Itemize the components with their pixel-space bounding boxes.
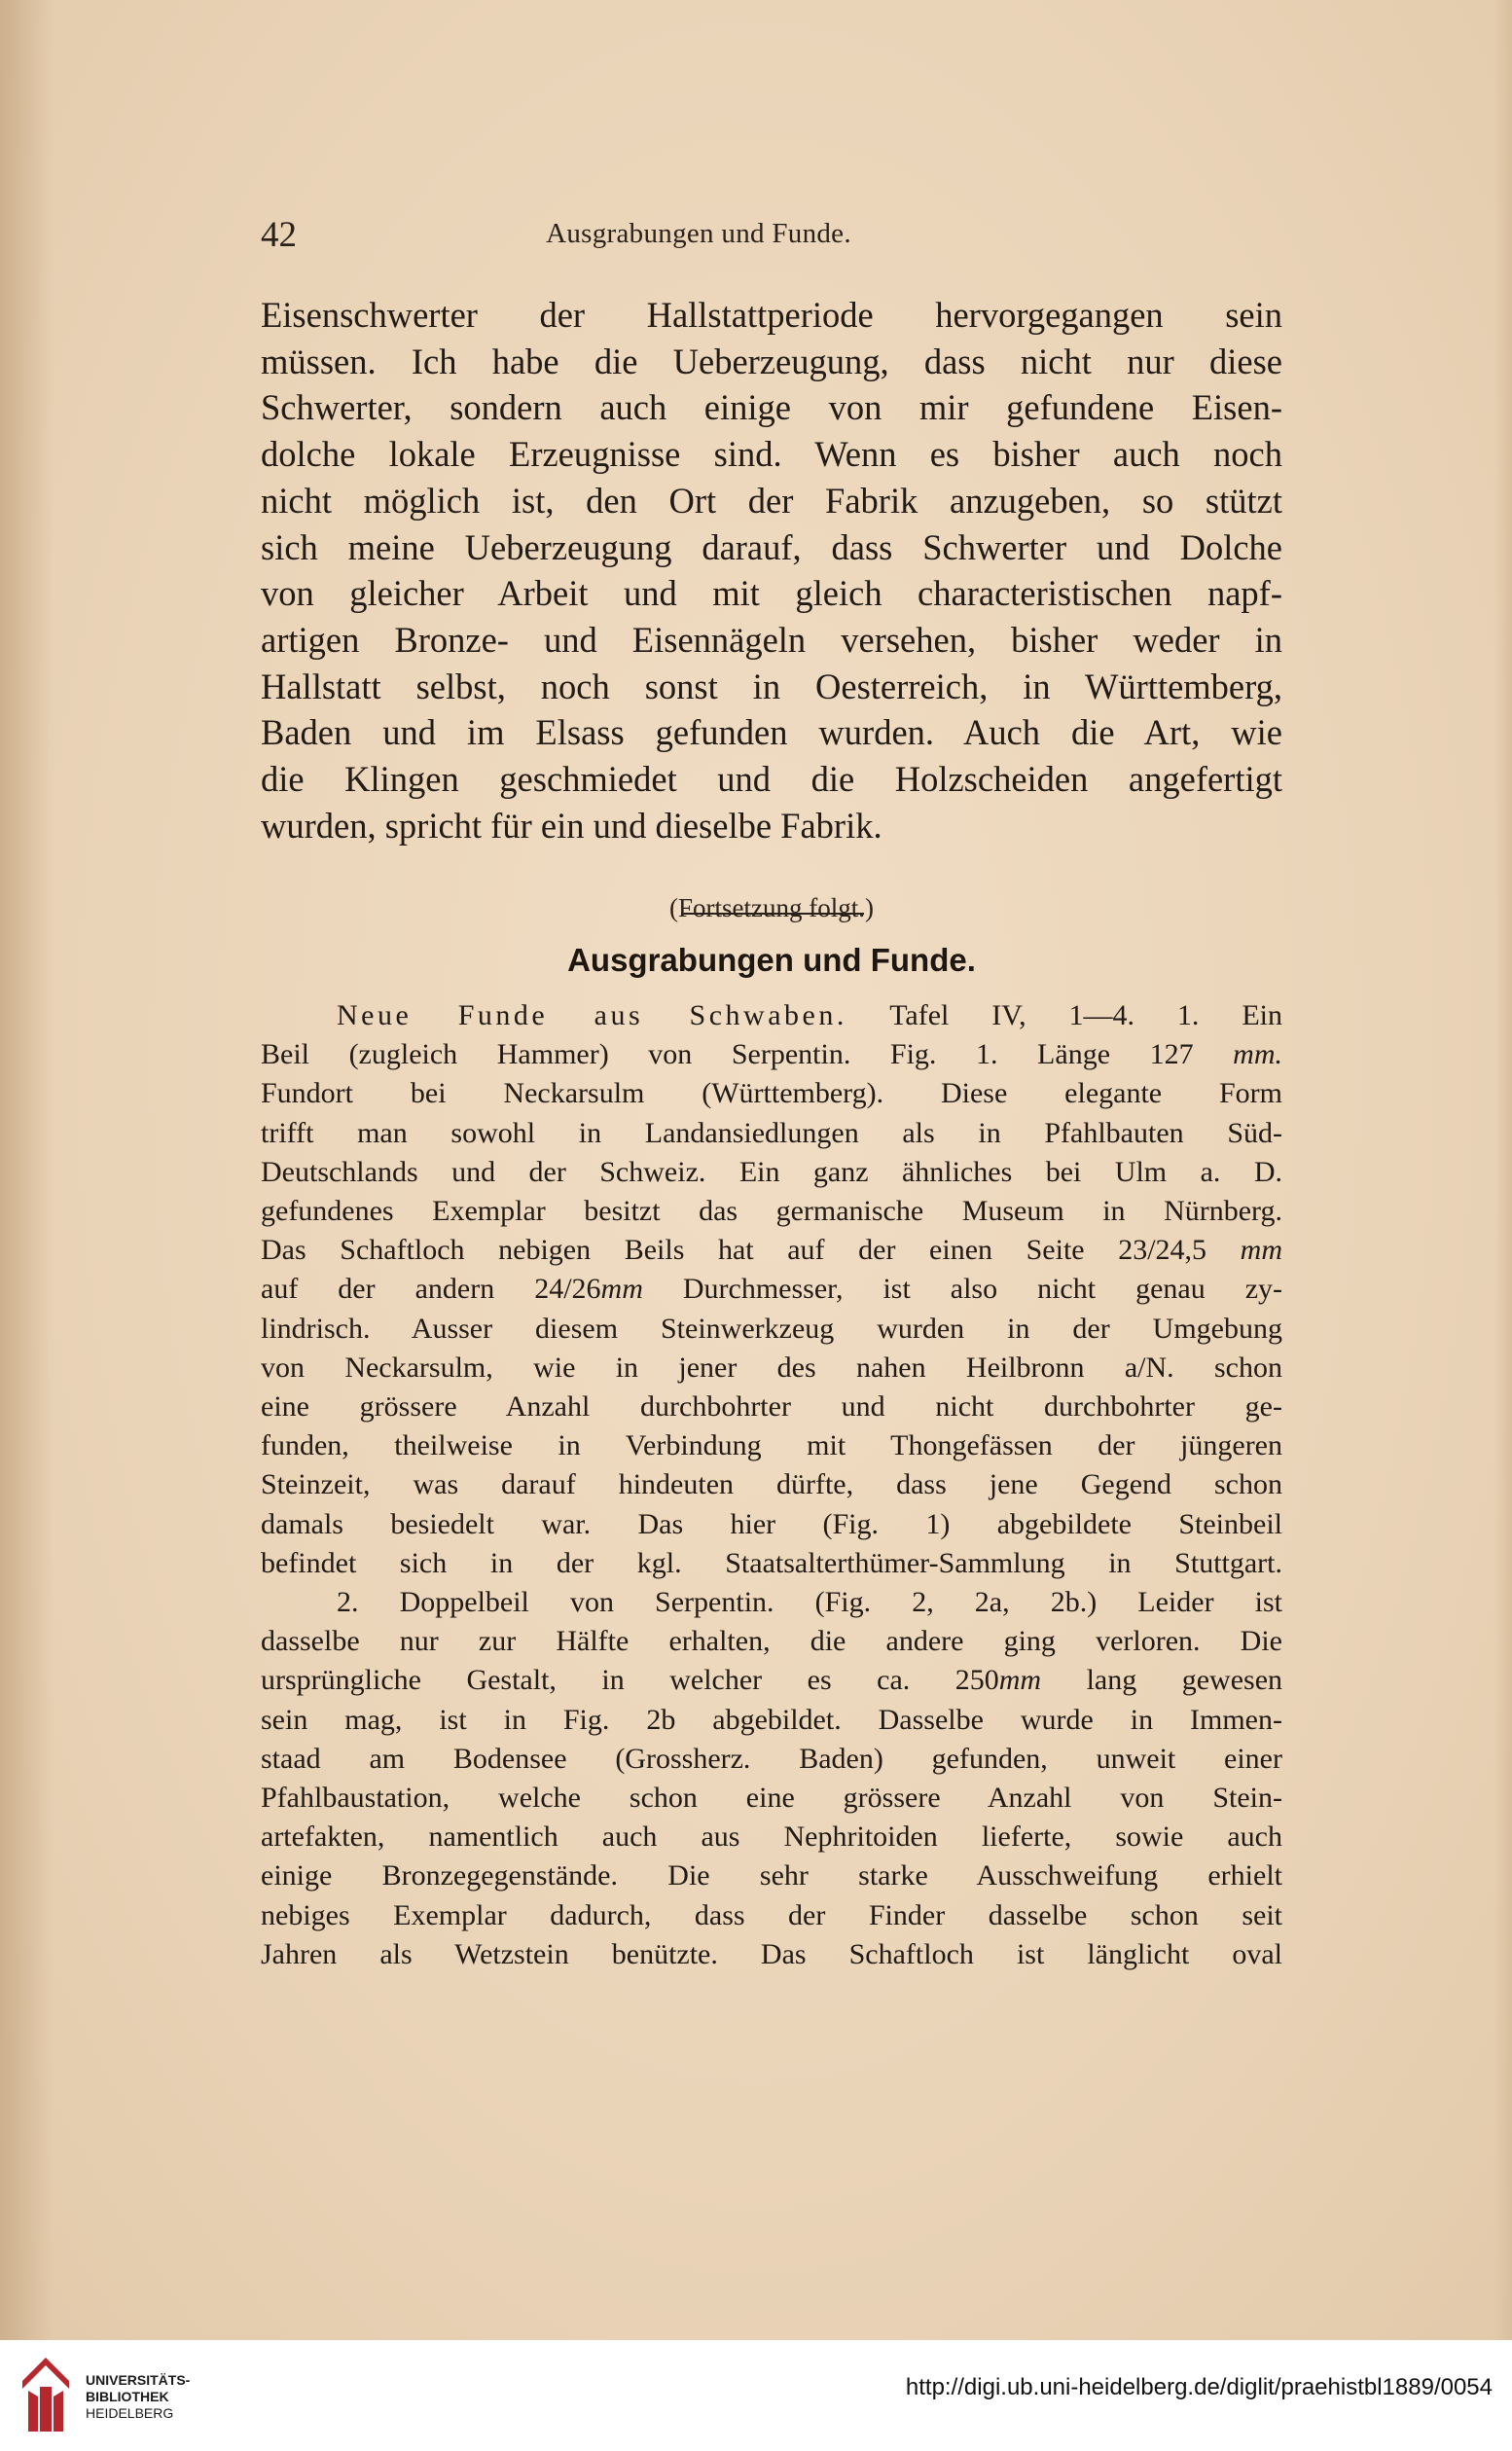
library-name-line: UNIVERSITÄTS- (86, 2372, 191, 2388)
text-line: Deutschlands und der Schweiz. Ein ganz ähnliches bei Ulm a. D. (261, 1155, 1282, 1188)
text-line: Jahren als Wetzstein benützte. Das Schaftloch ist länglicht oval (261, 1937, 1282, 1970)
text-run: Beil (zugleich Hammer) von Serpentin. Fig. 1. Länge 127 (261, 1038, 1194, 1071)
text-line: wurden, spricht für ein und dieselbe Fabrik. (261, 805, 882, 846)
text-run: lang gewesen (1041, 1664, 1283, 1697)
section-body-text (261, 996, 1282, 1974)
text-run: auf der andern 24/26 (261, 1273, 601, 1306)
text-line (261, 1661, 1282, 1700)
text-line (261, 996, 1282, 1035)
text-line: Steinzeit, was darauf hindeuten dürfte, dass jene Gegend schon (261, 1468, 1282, 1501)
text-line: Fundort bei Neckarsulm (Württemberg). Diese elegante Form (261, 1077, 1282, 1110)
text-line: staad am Bodensee (Grossherz. Baden) gefunden, unweit einer (261, 1742, 1282, 1775)
text-line: Baden und im Elsass gefunden wurden. Auch die Art, wie (261, 712, 1282, 753)
text-line: sein mag, ist in Fig. 2b abgebildet. Dasselbe wurde in Immen- (261, 1703, 1282, 1736)
text-line (261, 1270, 1282, 1309)
text-line: gefundenes Exemplar besitzt das germanische Museum in Nürnberg. (261, 1195, 1282, 1228)
text-line: artefakten, namentlich auch aus Nephritoiden lieferte, sowie auch (261, 1820, 1282, 1854)
heidelberg-library-logo-icon[interactable] (17, 2354, 75, 2435)
running-title: Ausgrabungen und Funde. (546, 218, 851, 249)
text-line (261, 1231, 1282, 1270)
spaced-lead-in: Neue Funde aus Schwaben. (337, 999, 847, 1031)
unit-mm: mm. (1233, 1038, 1283, 1071)
text-line: Hallstatt selbst, noch sonst in Oesterreich, in Württemberg, (261, 666, 1282, 706)
text-line: Eisenschwerter der Hallstattperiode hervorgegangen sein (261, 295, 1282, 335)
text-line: artigen Bronze- und Eisennägeln versehen, bisher weder in (261, 619, 1282, 660)
text-run: 2. Doppelbeil von Serpentin. (Fig. 2, 2a, 2b.) Leider ist (337, 1586, 1282, 1619)
page-right-edge (1494, 0, 1512, 2340)
continuation-note: (Fortsetzung folgt.) (669, 893, 874, 922)
continued-article-text (261, 292, 1282, 848)
text-line: trifft man sowohl in Landansiedlungen als in Pfahlbauten Süd- (261, 1116, 1282, 1149)
running-header (261, 212, 1282, 261)
text-line: einige Bronzegegenstände. Die sehr starke Ausschweifung erhielt (261, 1859, 1282, 1892)
permalink-url[interactable]: http://digi.ub.uni-heidelberg.de/diglit/praehistbl1889/0054 (905, 2374, 1493, 2400)
text-line: befindet sich in der kgl. Staatsalterthümer-Sammlung in Stuttgart. (261, 1546, 1282, 1579)
text-line (261, 1035, 1282, 1074)
text-line: dolche lokale Erzeugnisse sind. Wenn es bisher auch noch (261, 434, 1282, 475)
text-line: sich meine Ueberzeugung darauf, dass Schwerter und Dolche (261, 526, 1282, 567)
text-line: lindrisch. Ausser diesem Steinwerkzeug wurden in der Umgebung (261, 1312, 1282, 1345)
text-line: von gleicher Arbeit und mit gleich characteristischen napf- (261, 573, 1282, 614)
text-line: dasselbe nur zur Hälfte erhalten, die andere ging verloren. Die (261, 1625, 1282, 1658)
text-line: müssen. Ich habe die Ueberzeugung, dass nicht nur diese (261, 341, 1282, 381)
text-line: eine grössere Anzahl durchbohrter und nicht durchbohrter ge- (261, 1390, 1282, 1424)
page-number: 42 (261, 215, 297, 255)
section-divider (681, 913, 864, 915)
library-name-line: HEIDELBERG (86, 2405, 174, 2421)
text-run: Tafel IV, 1—4. 1. Ein (846, 999, 1282, 1031)
library-name (86, 2372, 190, 2422)
text-line: von Neckarsulm, wie in jener des nahen Heilbronn a/N. schon (261, 1351, 1282, 1384)
text-line: nebiges Exemplar dadurch, dass der Finder dasselbe schon seit (261, 1898, 1282, 1931)
text-line: Pfahlbaustation, welche schon eine grössere Anzahl von Stein- (261, 1782, 1282, 1815)
unit-mm: mm (600, 1273, 643, 1306)
text-line: die Klingen geschmiedet und die Holzscheiden angefertigt (261, 759, 1282, 800)
text-run: ursprüngliche Gestalt, in welcher es ca. 250 (261, 1664, 999, 1697)
page-gutter-shadow (0, 0, 54, 2340)
text-run: Durchmesser, ist also nicht genau zy- (642, 1273, 1282, 1306)
unit-mm: mm (1240, 1234, 1282, 1267)
text-line: damals besiedelt war. Das hier (Fig. 1) abgebildete Steinbeil (261, 1507, 1282, 1540)
text-line: funden, theilweise in Verbindung mit Thongefässen der jüngeren (261, 1429, 1282, 1462)
digitization-footer (0, 2340, 1512, 2451)
unit-mm: mm (998, 1664, 1042, 1697)
section-title: Ausgrabungen und Funde. (567, 942, 976, 978)
text-line: nicht möglich ist, den Ort der Fabrik anzugeben, so stützt (261, 480, 1282, 521)
library-name-line: BIBLIOTHEK (86, 2389, 169, 2404)
text-line (261, 1583, 1282, 1622)
text-line: Schwerter, sondern auch einige von mir gefundene Eisen- (261, 387, 1282, 428)
text-run: Das Schaftloch nebigen Beils hat auf der einen Seite 23/24,5 (261, 1234, 1207, 1267)
